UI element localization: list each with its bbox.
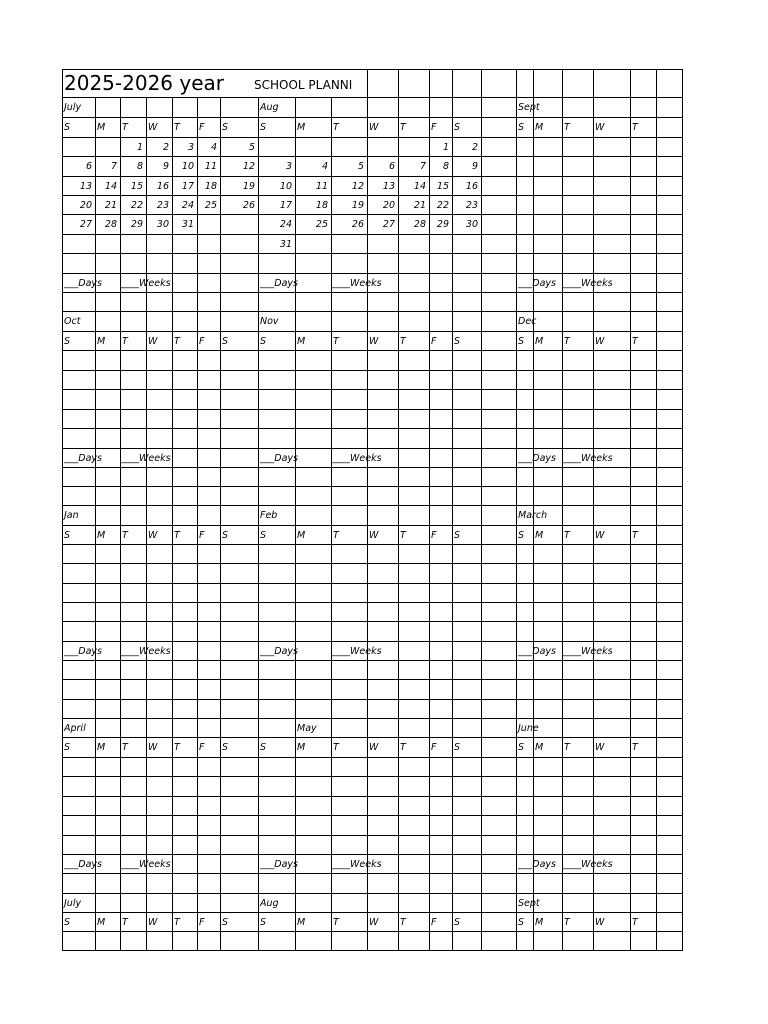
weekday-letter: T xyxy=(632,742,638,753)
date-number: 9 xyxy=(471,161,478,172)
grid-row-line xyxy=(62,428,683,429)
date-number: 13 xyxy=(382,181,395,192)
grid-row-line xyxy=(62,292,683,293)
weekday-letter: M xyxy=(97,530,106,541)
grid-row-line xyxy=(62,835,683,836)
weekday-letter: T xyxy=(174,742,180,753)
summary-days: ___Days xyxy=(64,278,102,289)
date-number: 15 xyxy=(436,181,449,192)
weekday-letter: W xyxy=(369,742,379,753)
weekday-letter: T xyxy=(564,122,570,133)
date-number: 23 xyxy=(156,200,169,211)
grid-row-line xyxy=(62,214,683,215)
weekday-letter: T xyxy=(564,742,570,753)
weekday-letter: T xyxy=(333,336,339,347)
weekday-letter: S xyxy=(222,122,229,133)
weekday-letter: F xyxy=(431,917,437,928)
grid-row-line xyxy=(62,486,683,487)
grid-row-line xyxy=(62,931,683,932)
summary-days: ___Days xyxy=(64,453,102,464)
grid-row-line xyxy=(62,525,683,526)
grid-row-line xyxy=(62,234,683,235)
weekday-letter: T xyxy=(174,530,180,541)
date-number: 25 xyxy=(315,219,328,230)
weekday-letter: T xyxy=(400,336,406,347)
date-number: 21 xyxy=(104,200,117,211)
date-number: 24 xyxy=(279,219,292,230)
date-number: 27 xyxy=(79,219,92,230)
date-number: 22 xyxy=(436,200,449,211)
date-number: 28 xyxy=(413,219,426,230)
month-name: Sept xyxy=(518,102,540,113)
weekday-letter: W xyxy=(369,530,379,541)
weekday-letter: T xyxy=(174,917,180,928)
date-number: 21 xyxy=(413,200,426,211)
summary-days: ___Days xyxy=(518,859,556,870)
weekday-letter: S xyxy=(260,917,267,928)
grid-row-line xyxy=(62,815,683,816)
weekday-letter: S xyxy=(518,742,525,753)
weekday-letter: S xyxy=(64,742,71,753)
weekday-letter: S xyxy=(454,336,461,347)
summary-weeks: ____Weeks xyxy=(331,453,382,464)
grid-row-line xyxy=(62,737,683,738)
grid-row-line xyxy=(62,195,683,196)
month-name: Jan xyxy=(64,510,79,521)
weekday-letter: S xyxy=(454,122,461,133)
date-number: 30 xyxy=(465,219,478,230)
grid-column-line xyxy=(197,97,198,951)
date-number: 19 xyxy=(351,200,364,211)
date-number: 7 xyxy=(110,161,117,172)
weekday-letter: W xyxy=(148,336,158,347)
grid-row-line xyxy=(62,950,683,951)
date-number: 18 xyxy=(315,200,328,211)
weekday-letter: F xyxy=(431,742,437,753)
date-number: 31 xyxy=(181,219,194,230)
month-name: May xyxy=(297,723,317,734)
date-number: 25 xyxy=(204,200,217,211)
summary-days: ___Days xyxy=(518,646,556,657)
month-name: Aug xyxy=(260,102,279,113)
weekday-letter: S xyxy=(222,336,229,347)
grid-row-line xyxy=(62,563,683,564)
grid-column-line xyxy=(481,69,482,951)
date-number: 19 xyxy=(242,181,255,192)
weekday-letter: M xyxy=(297,336,306,347)
weekday-letter: T xyxy=(632,122,638,133)
date-number: 22 xyxy=(130,200,143,211)
weekday-letter: S xyxy=(260,742,267,753)
weekday-letter: T xyxy=(564,917,570,928)
weekday-letter: S xyxy=(222,917,229,928)
date-number: 4 xyxy=(210,142,217,153)
weekday-letter: W xyxy=(148,742,158,753)
weekday-letter: S xyxy=(518,530,525,541)
weekday-letter: S xyxy=(518,917,525,928)
date-number: 18 xyxy=(204,181,217,192)
weekday-letter: S xyxy=(518,122,525,133)
weekday-letter: M xyxy=(297,917,306,928)
weekday-letter: F xyxy=(199,917,205,928)
weekday-letter: M xyxy=(535,917,544,928)
date-number: 2 xyxy=(471,142,478,153)
month-name: Oct xyxy=(64,316,81,327)
weekday-letter: M xyxy=(97,917,106,928)
weekday-letter: M xyxy=(97,742,106,753)
grid-row-line xyxy=(62,137,683,138)
summary-weeks: ____Weeks xyxy=(562,646,613,657)
date-number: 17 xyxy=(181,181,194,192)
date-number: 1 xyxy=(442,142,449,153)
date-number: 1 xyxy=(136,142,143,153)
date-number: 27 xyxy=(382,219,395,230)
summary-weeks: ____Weeks xyxy=(120,453,171,464)
grid-row-line xyxy=(62,854,683,855)
weekday-letter: T xyxy=(122,917,128,928)
weekday-letter: T xyxy=(333,917,339,928)
grid-row-line xyxy=(62,776,683,777)
month-name: Dec xyxy=(518,316,537,327)
weekday-letter: W xyxy=(148,530,158,541)
weekday-letter: W xyxy=(595,742,605,753)
weekday-letter: T xyxy=(632,336,638,347)
grid-row-line xyxy=(62,912,683,913)
weekday-letter: S xyxy=(64,336,71,347)
date-number: 9 xyxy=(162,161,169,172)
grid-row-line xyxy=(62,448,683,449)
date-number: 7 xyxy=(419,161,426,172)
weekday-letter: W xyxy=(595,917,605,928)
summary-weeks: ____Weeks xyxy=(331,646,382,657)
weekday-letter: W xyxy=(148,122,158,133)
weekday-letter: M xyxy=(297,122,306,133)
weekday-letter: T xyxy=(400,917,406,928)
date-number: 6 xyxy=(85,161,92,172)
weekday-letter: T xyxy=(333,742,339,753)
summary-days: ___Days xyxy=(260,453,298,464)
date-number: 2 xyxy=(162,142,169,153)
grid-row-line xyxy=(62,718,683,719)
weekday-letter: M xyxy=(535,530,544,541)
grid-row-line xyxy=(62,660,683,661)
grid-row-line xyxy=(62,602,683,603)
grid-row-line xyxy=(62,699,683,700)
date-number: 5 xyxy=(357,161,364,172)
date-number: 12 xyxy=(242,161,255,172)
weekday-letter: T xyxy=(632,530,638,541)
weekday-letter: W xyxy=(595,336,605,347)
date-number: 13 xyxy=(79,181,92,192)
month-name: June xyxy=(518,723,539,734)
date-number: 20 xyxy=(79,200,92,211)
weekday-letter: M xyxy=(297,742,306,753)
weekday-letter: T xyxy=(122,530,128,541)
grid-row-line xyxy=(62,409,683,410)
grid-row-line xyxy=(62,331,683,332)
month-name: Nov xyxy=(260,316,279,327)
grid-row-line xyxy=(62,873,683,874)
date-number: 4 xyxy=(321,161,328,172)
grid-row-line xyxy=(62,350,683,351)
month-name: March xyxy=(518,510,548,521)
grid-column-line xyxy=(516,69,517,951)
date-number: 16 xyxy=(465,181,478,192)
grid-row-line xyxy=(62,69,683,70)
date-number: 15 xyxy=(130,181,143,192)
summary-days: ___Days xyxy=(64,646,102,657)
weekday-letter: M xyxy=(97,122,106,133)
grid-row-line xyxy=(62,796,683,797)
summary-weeks: ____Weeks xyxy=(562,859,613,870)
grid-column-line xyxy=(630,69,631,951)
month-name: Aug xyxy=(260,898,279,909)
weekday-letter: M xyxy=(297,530,306,541)
weekday-letter: T xyxy=(400,742,406,753)
date-number: 11 xyxy=(204,161,217,172)
summary-weeks: ____Weeks xyxy=(120,278,171,289)
grid-row-line xyxy=(62,505,683,506)
grid-row-line xyxy=(62,621,683,622)
weekday-letter: W xyxy=(369,917,379,928)
weekday-letter: F xyxy=(199,742,205,753)
date-number: 3 xyxy=(285,161,292,172)
weekday-letter: W xyxy=(595,122,605,133)
date-number: 31 xyxy=(279,239,292,250)
planner-title: SCHOOL PLANNI xyxy=(254,79,353,91)
summary-weeks: ____Weeks xyxy=(331,278,382,289)
grid-row-line xyxy=(62,467,683,468)
date-number: 5 xyxy=(248,142,255,153)
summary-weeks: ____Weeks xyxy=(562,453,613,464)
weekday-letter: S xyxy=(518,336,525,347)
grid-row-line xyxy=(62,176,683,177)
date-number: 30 xyxy=(156,219,169,230)
grid-row-line xyxy=(62,273,683,274)
summary-days: ___Days xyxy=(260,278,298,289)
grid-row-line xyxy=(62,389,683,390)
date-number: 10 xyxy=(181,161,194,172)
date-number: 12 xyxy=(351,181,364,192)
grid-column-line xyxy=(682,69,683,951)
weekday-letter: T xyxy=(174,336,180,347)
date-number: 14 xyxy=(413,181,426,192)
weekday-letter: S xyxy=(64,530,71,541)
grid-row-line xyxy=(62,156,683,157)
weekday-letter: T xyxy=(333,122,339,133)
weekday-letter: W xyxy=(369,122,379,133)
grid-row-line xyxy=(62,253,683,254)
date-number: 29 xyxy=(130,219,143,230)
weekday-letter: T xyxy=(400,530,406,541)
grid-column-line xyxy=(593,69,594,951)
summary-days: ___Days xyxy=(64,859,102,870)
weekday-letter: S xyxy=(454,742,461,753)
date-number: 28 xyxy=(104,219,117,230)
weekday-letter: T xyxy=(333,530,339,541)
grid-row-line xyxy=(62,544,683,545)
weekday-letter: S xyxy=(454,917,461,928)
date-number: 14 xyxy=(104,181,117,192)
weekday-letter: S xyxy=(260,530,267,541)
weekday-letter: T xyxy=(564,530,570,541)
weekday-letter: M xyxy=(535,742,544,753)
summary-days: ___Days xyxy=(260,646,298,657)
date-number: 11 xyxy=(315,181,328,192)
grid-column-line xyxy=(220,97,221,951)
weekday-letter: F xyxy=(431,530,437,541)
date-number: 16 xyxy=(156,181,169,192)
weekday-letter: T xyxy=(122,336,128,347)
summary-days: ___Days xyxy=(260,859,298,870)
date-number: 23 xyxy=(465,200,478,211)
grid-row-line xyxy=(62,893,683,894)
weekday-letter: S xyxy=(260,336,267,347)
grid-row-line xyxy=(62,583,683,584)
weekday-letter: W xyxy=(369,336,379,347)
month-name: July xyxy=(64,898,82,909)
grid-column-line xyxy=(656,69,657,951)
grid-row-line xyxy=(62,757,683,758)
date-number: 26 xyxy=(242,200,255,211)
weekday-letter: W xyxy=(148,917,158,928)
summary-weeks: ____Weeks xyxy=(562,278,613,289)
weekday-letter: T xyxy=(400,122,406,133)
weekday-letter: T xyxy=(174,122,180,133)
month-name: April xyxy=(64,723,86,734)
weekday-letter: M xyxy=(535,336,544,347)
date-number: 29 xyxy=(436,219,449,230)
date-number: 17 xyxy=(279,200,292,211)
grid-row-line xyxy=(62,679,683,680)
weekday-letter: F xyxy=(199,530,205,541)
date-number: 8 xyxy=(136,161,143,172)
weekday-letter: F xyxy=(199,336,205,347)
weekday-letter: T xyxy=(564,336,570,347)
summary-days: ___Days xyxy=(518,453,556,464)
planner-year-title: 2025-2026 year xyxy=(64,71,224,95)
weekday-letter: F xyxy=(199,122,205,133)
grid-row-line xyxy=(62,117,683,118)
month-name: Feb xyxy=(260,510,278,521)
date-number: 20 xyxy=(382,200,395,211)
date-number: 8 xyxy=(442,161,449,172)
weekday-letter: S xyxy=(454,530,461,541)
grid-row-line xyxy=(62,97,683,98)
weekday-letter: S xyxy=(64,917,71,928)
weekday-letter: T xyxy=(632,917,638,928)
date-number: 10 xyxy=(279,181,292,192)
grid-row-line xyxy=(62,641,683,642)
weekday-letter: M xyxy=(535,122,544,133)
date-number: 6 xyxy=(388,161,395,172)
weekday-letter: F xyxy=(431,336,437,347)
grid-row-line xyxy=(62,311,683,312)
month-name: July xyxy=(64,102,82,113)
summary-weeks: ____Weeks xyxy=(120,646,171,657)
summary-weeks: ____Weeks xyxy=(331,859,382,870)
date-number: 24 xyxy=(181,200,194,211)
summary-weeks: ____Weeks xyxy=(120,859,171,870)
weekday-letter: S xyxy=(222,742,229,753)
weekday-letter: T xyxy=(122,122,128,133)
date-number: 3 xyxy=(187,142,194,153)
grid-row-line xyxy=(62,370,683,371)
summary-days: ___Days xyxy=(518,278,556,289)
grid-column-line xyxy=(562,69,563,951)
date-number: 26 xyxy=(351,219,364,230)
weekday-letter: S xyxy=(260,122,267,133)
weekday-letter: S xyxy=(222,530,229,541)
weekday-letter: W xyxy=(595,530,605,541)
weekday-letter: T xyxy=(122,742,128,753)
weekday-letter: F xyxy=(431,122,437,133)
weekday-letter: S xyxy=(64,122,71,133)
month-name: Sept xyxy=(518,898,540,909)
weekday-letter: M xyxy=(97,336,106,347)
